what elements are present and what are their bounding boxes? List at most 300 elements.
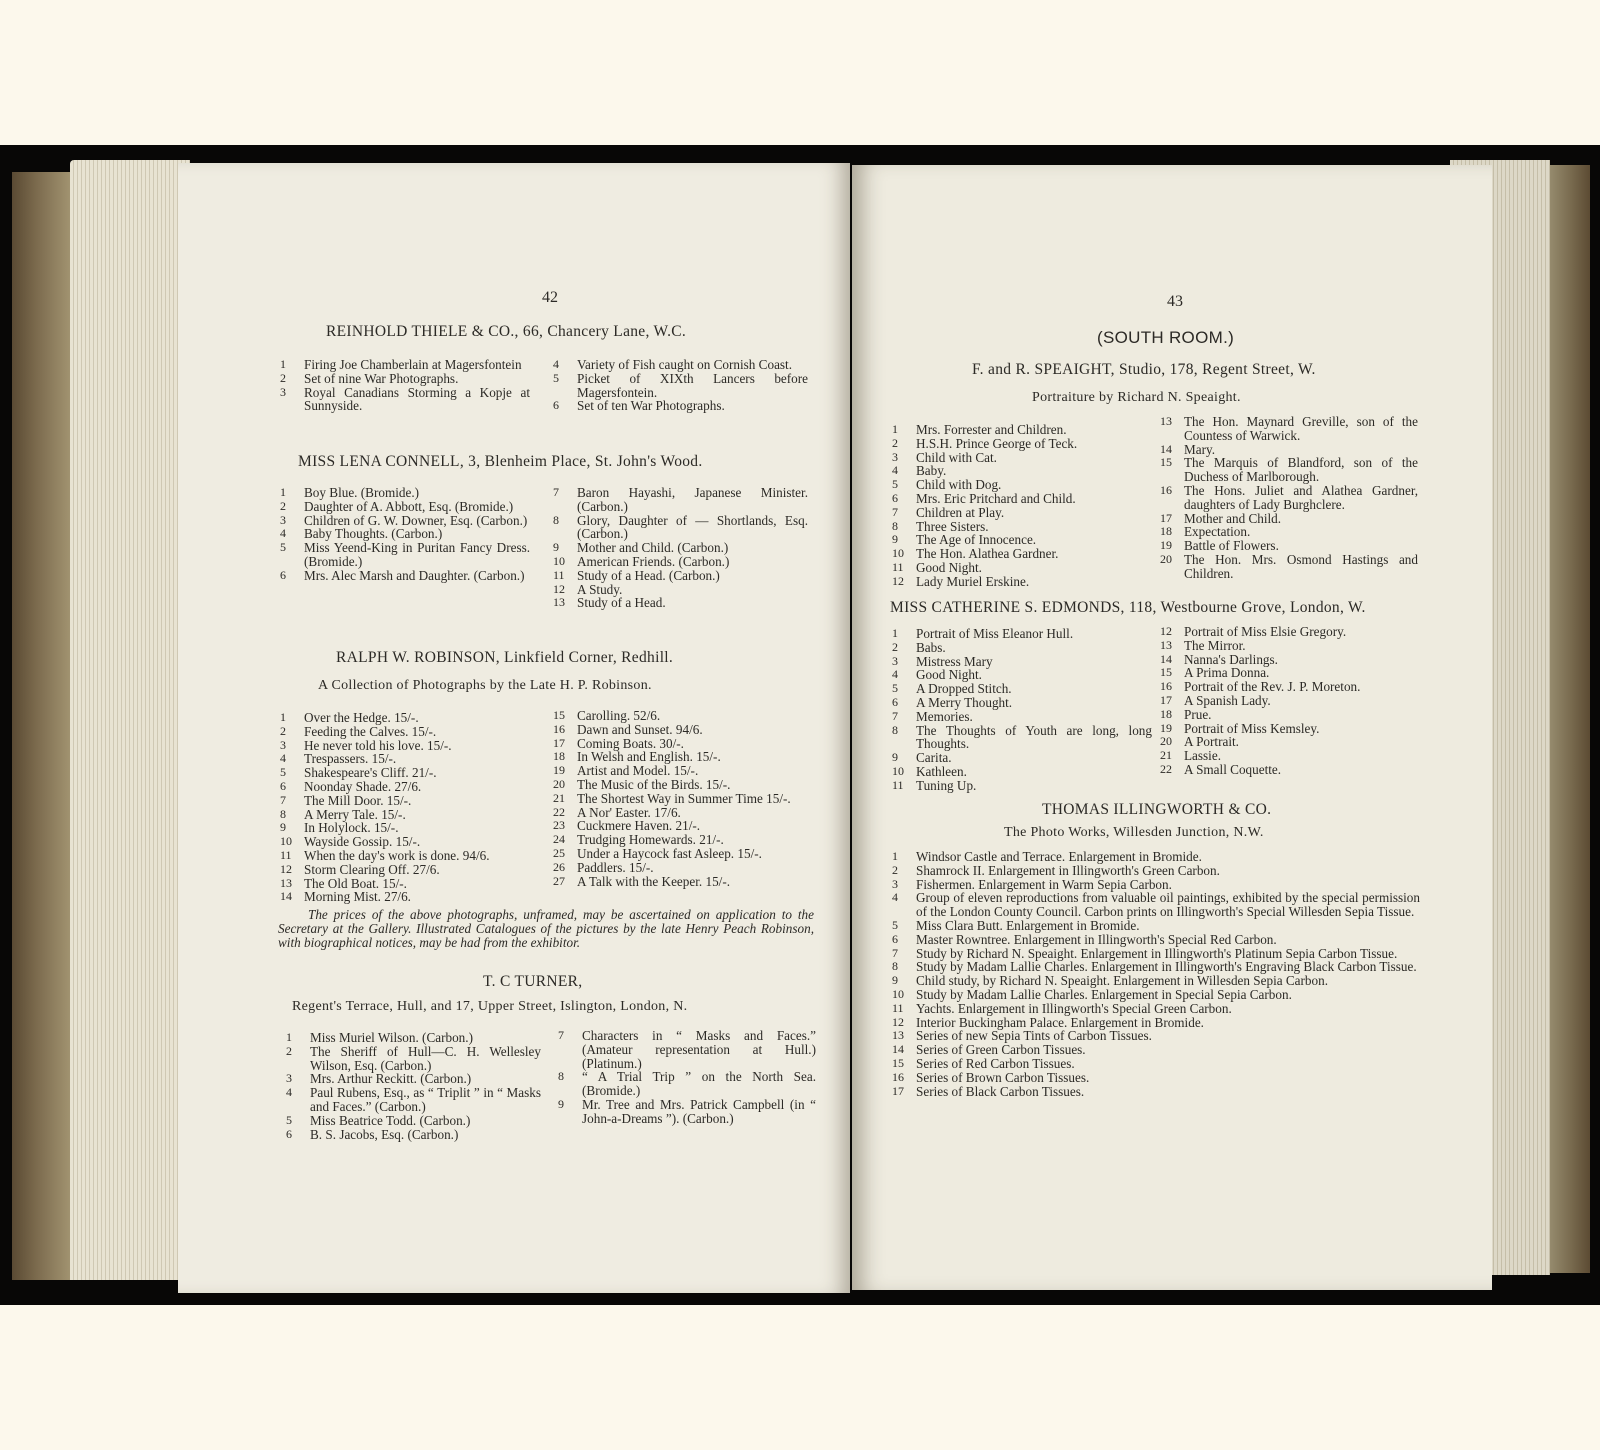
entry-title: Prue. <box>1184 706 1212 722</box>
entry-number: 10 <box>892 986 904 1001</box>
catalogue-entry <box>553 596 808 610</box>
entry-title: Mary. <box>1184 441 1216 457</box>
entry-number: 7 <box>558 1028 564 1042</box>
catalogue-entry <box>553 583 808 597</box>
page-stack-left <box>70 160 190 1280</box>
catalogue-entry <box>280 527 530 541</box>
entry-title: Mr. Tree and Mrs. Patrick Campbell (in “ John-a-Dreams ”). (Carbon.) <box>582 1096 816 1126</box>
entry-number: 3 <box>286 1071 292 1086</box>
entry-number: 3 <box>892 449 898 464</box>
entry-title: Morning Mist. 27/6. <box>304 889 411 905</box>
catalogue-entry <box>280 739 542 753</box>
entry-number: 15 <box>892 1055 904 1070</box>
edmonds-list-col2 <box>1160 625 1418 777</box>
entry-number: 14 <box>892 1042 904 1057</box>
entry-title: Lassie. <box>1184 748 1221 764</box>
entry-title: In Welsh and English. 15/-. <box>577 749 721 765</box>
catalogue-entry <box>892 1043 1420 1057</box>
entry-number: 16 <box>1160 482 1172 497</box>
entry-number: 20 <box>1160 734 1172 749</box>
catalogue-entry <box>558 1098 816 1126</box>
right-page <box>852 165 1492 1290</box>
entry-title: Study of a Head. (Carbon.) <box>577 567 720 583</box>
catalogue-entry <box>892 1071 1420 1085</box>
entry-number: 12 <box>553 581 565 596</box>
entry-number: 16 <box>892 1069 904 1084</box>
speaight-heading: F. and R. SPEAIGHT, Studio, 178, Regent Street, W. <box>972 361 1316 378</box>
turner-heading: T. C TURNER, <box>483 973 583 990</box>
entry-title: Carita. <box>916 750 952 766</box>
entry-title: Dawn and Sunset. 94/6. <box>577 721 703 737</box>
entry-title: Shakespeare's Cliff. 21/-. <box>304 765 437 781</box>
entry-title: Feeding the Calves. 15/-. <box>304 723 437 739</box>
entry-title: Babs. <box>916 639 946 655</box>
catalogue-entry <box>280 794 542 808</box>
catalogue-entry <box>286 1128 541 1142</box>
catalogue-entry <box>892 575 1152 589</box>
catalogue-entry <box>1160 525 1418 539</box>
catalogue-entry <box>892 1057 1420 1071</box>
catalogue-entry <box>553 358 808 372</box>
entry-title: The Thoughts of Youth are long, long Thoughts. <box>916 722 1152 752</box>
entry-title: A Prima Donna. <box>1184 665 1270 681</box>
entry-title: Mrs. Arthur Reckitt. (Carbon.) <box>310 1071 472 1087</box>
entry-title: The Old Boat. 15/-. <box>304 875 407 891</box>
entry-number: 8 <box>892 518 898 533</box>
catalogue-entry <box>1160 415 1418 443</box>
catalogue-entry <box>892 464 1152 478</box>
entry-title: Under a Haycock fast Asleep. 15/-. <box>577 845 762 861</box>
catalogue-entry <box>892 850 1420 864</box>
entry-number: 2 <box>892 435 898 450</box>
entry-number: 24 <box>553 832 565 847</box>
entry-title: A Study. <box>577 581 623 597</box>
entry-number: 15 <box>1160 665 1172 680</box>
catalogue-entry <box>553 555 808 569</box>
speaight-list-col2 <box>1160 415 1418 581</box>
entry-number: 1 <box>892 849 898 863</box>
entry-number: 1 <box>892 422 898 436</box>
entry-number: 4 <box>286 1085 292 1100</box>
catalogue-entry <box>1160 456 1418 484</box>
entry-number: 9 <box>892 973 898 988</box>
catalogue-entry <box>892 933 1420 947</box>
catalogue-entry <box>892 1085 1420 1099</box>
catalogue-entry <box>1160 443 1418 457</box>
catalogue-entry <box>892 1002 1420 1016</box>
entry-title: Portrait of Miss Eleanor Hull. <box>916 626 1074 641</box>
entry-number: 4 <box>892 667 898 682</box>
catalogue-entry <box>280 569 530 583</box>
catalogue-entry <box>286 1031 541 1045</box>
entry-number: 9 <box>892 532 898 547</box>
robinson-list-col1 <box>280 711 542 904</box>
entry-number: 13 <box>892 1028 904 1043</box>
entry-number: 13 <box>553 595 565 610</box>
entry-title: Windsor Castle and Terrace. Enlargement in Bromide. <box>916 849 1202 864</box>
entry-number: 13 <box>1160 637 1172 652</box>
edmonds-heading: MISS CATHERINE S. EDMONDS, 118, Westbourne Grove, London, W. <box>890 599 1366 616</box>
entry-number: 21 <box>1160 748 1172 763</box>
entry-title: Group of eleven reproductions from valuable oil paintings, exhibited by the special permission of the London County Council. Carbon prints on Illingworth's Special Willesden Sepia Tissue. <box>916 890 1420 920</box>
catalogue-entry <box>553 875 815 889</box>
entry-number: 3 <box>280 512 286 527</box>
catalogue-entry <box>553 514 808 542</box>
entry-title: Mistress Mary <box>916 653 993 669</box>
connell-list-col2 <box>553 486 808 610</box>
entry-number: 6 <box>892 694 898 709</box>
entry-number: 1 <box>286 1030 292 1044</box>
catalogue-entry <box>892 696 1152 710</box>
entry-title: Paul Rubens, Esq., as “ Triplit ” in “ Masks and Faces.” (Carbon.) <box>310 1085 541 1114</box>
catalogue-entry <box>280 486 530 500</box>
entry-title: Mrs. Eric Pritchard and Child. <box>916 490 1076 506</box>
entry-title: Baby. <box>916 463 947 479</box>
entry-number: 9 <box>892 750 898 765</box>
entry-title: Fishermen. Enlargement in Warm Sepia Carbon. <box>916 876 1172 892</box>
entry-title: Tuning Up. <box>916 777 977 793</box>
catalogue-entry <box>892 779 1152 793</box>
entry-title: A Nor' Easter. 17/6. <box>577 804 681 820</box>
entry-title: Child with Dog. <box>916 477 1002 493</box>
entry-number: 2 <box>280 370 286 385</box>
entry-title: The Hon. Maynard Greville, son of the Countess of Warwick. <box>1184 414 1418 443</box>
entry-title: The Hons. Juliet and Alathea Gardner, daughters of Lady Burghclere. <box>1184 482 1418 512</box>
entry-number: 3 <box>280 384 286 399</box>
entry-number: 12 <box>280 861 292 876</box>
catalogue-entry <box>1160 694 1418 708</box>
catalogue-entry <box>892 655 1152 669</box>
catalogue-entry <box>280 863 542 877</box>
entry-title: H.S.H. Prince George of Teck. <box>916 435 1078 451</box>
catalogue-entry <box>892 423 1152 437</box>
catalogue-entry <box>280 808 542 822</box>
entry-title: Variety of Fish caught on Cornish Coast. <box>577 357 793 372</box>
catalogue-entry <box>892 478 1152 492</box>
entry-title: Lady Muriel Erskine. <box>916 573 1030 589</box>
catalogue-entry <box>892 864 1420 878</box>
catalogue-entry <box>280 752 542 766</box>
entry-title: Miss Beatrice Todd. (Carbon.) <box>310 1112 471 1128</box>
entry-title: Miss Muriel Wilson. (Carbon.) <box>310 1030 473 1045</box>
catalogue-entry <box>1160 666 1418 680</box>
catalogue-entry <box>892 988 1420 1002</box>
robinson-heading: RALPH W. ROBINSON, Linkfield Corner, Redhill. <box>336 649 674 666</box>
entry-number: 7 <box>280 792 286 807</box>
entry-number: 10 <box>892 546 904 561</box>
illingworth-heading: THOMAS ILLINGWORTH & CO. <box>1042 801 1272 818</box>
entry-number: 7 <box>553 485 559 499</box>
entry-title: Storm Clearing Off. 27/6. <box>304 861 440 877</box>
entry-number: 9 <box>558 1096 564 1111</box>
catalogue-entry <box>892 437 1152 451</box>
entry-number: 18 <box>1160 524 1172 539</box>
catalogue-entry <box>280 821 542 835</box>
entry-number: 10 <box>280 834 292 849</box>
entry-title: A Small Coquette. <box>1184 761 1282 777</box>
catalogue-entry <box>892 627 1152 641</box>
entry-title: Good Night. <box>916 559 982 575</box>
entry-title: Picket of XIXth Lancers before Magersfontein. <box>577 370 808 400</box>
catalogue-entry <box>553 399 808 413</box>
entry-title: The Hon. Alathea Gardner. <box>916 546 1059 562</box>
catalogue-entry <box>280 849 542 863</box>
catalogue-entry <box>892 492 1152 506</box>
entry-number: 5 <box>553 370 559 385</box>
entry-number: 17 <box>553 735 565 750</box>
catalogue-entry <box>892 561 1152 575</box>
entry-number: 5 <box>286 1112 292 1127</box>
entry-title: Mrs. Forrester and Children. <box>916 422 1067 437</box>
entry-number: 6 <box>892 490 898 505</box>
entry-number: 19 <box>1160 538 1172 553</box>
entry-title: Noonday Shade. 27/6. <box>304 778 422 794</box>
entry-title: The Marquis of Blandford, son of the Duchess of Marlborough. <box>1184 455 1418 485</box>
left-page <box>178 163 850 1293</box>
entry-number: 6 <box>892 931 898 946</box>
catalogue-entry <box>1160 763 1418 777</box>
entry-number: 3 <box>892 653 898 668</box>
catalogue-entry <box>280 725 542 739</box>
entry-number: 7 <box>892 708 898 723</box>
entry-number: 5 <box>892 681 898 696</box>
speaight-list-col1 <box>892 423 1152 589</box>
entry-title: Interior Buckingham Palace. Enlargement in Bromide. <box>916 1014 1204 1030</box>
catalogue-entry <box>553 737 815 751</box>
catalogue-entry <box>553 792 815 806</box>
entry-number: 25 <box>553 845 565 860</box>
entry-number: 17 <box>892 1083 904 1098</box>
entry-number: 18 <box>553 749 565 764</box>
catalogue-entry <box>892 520 1152 534</box>
catalogue-entry <box>892 506 1152 520</box>
catalogue-entry <box>286 1072 541 1086</box>
catalogue-entry <box>1160 484 1418 512</box>
catalogue-entry <box>892 533 1152 547</box>
entry-title: The Age of Innocence. <box>916 532 1037 548</box>
entry-title: Portrait of Miss Kemsley. <box>1184 720 1320 736</box>
robinson-list-col2 <box>553 709 815 888</box>
entry-title: Miss Clara Butt. Enlargement in Bromide. <box>916 917 1140 933</box>
catalogue-entry <box>1160 639 1418 653</box>
book-cover-edge-left <box>12 172 72 1280</box>
entry-title: Battle of Flowers. <box>1184 538 1279 554</box>
catalogue-entry <box>892 668 1152 682</box>
entry-number: 10 <box>553 553 565 568</box>
entry-title: In Holylock. 15/-. <box>304 820 399 836</box>
catalogue-entry <box>280 358 530 372</box>
thiele-list-col1 <box>280 358 530 413</box>
catalogue-entry <box>553 486 808 514</box>
entry-title: Royal Canadians Storming a Kopje at Sunnyside. <box>304 384 530 414</box>
catalogue-entry <box>280 890 542 904</box>
catalogue-entry <box>553 569 808 583</box>
entry-title: Set of ten War Photographs. <box>577 398 725 414</box>
catalogue-entry <box>1160 512 1418 526</box>
catalogue-entry <box>1160 708 1418 722</box>
entry-title: The Hon. Mrs. Osmond Hastings and Children. <box>1184 551 1418 581</box>
catalogue-entry <box>280 711 542 725</box>
catalogue-entry <box>553 723 815 737</box>
catalogue-entry <box>553 778 815 792</box>
entry-title: American Friends. (Carbon.) <box>577 553 730 569</box>
catalogue-entry <box>892 947 1420 961</box>
entry-title: Mrs. Alec Marsh and Daughter. (Carbon.) <box>304 567 525 583</box>
catalogue-entry <box>892 1029 1420 1043</box>
entry-number: 27 <box>553 873 565 888</box>
catalogue-entry <box>558 1070 816 1098</box>
entry-number: 12 <box>892 1014 904 1029</box>
entry-number: 8 <box>558 1069 564 1084</box>
entry-number: 6 <box>286 1126 292 1141</box>
entry-number: 21 <box>553 790 565 805</box>
entry-title: The Sheriff of Hull—C. H. Wellesley Wilson, Esq. (Carbon.) <box>310 1043 541 1073</box>
entry-number: 12 <box>1160 624 1172 638</box>
robinson-subheading: A Collection of Photographs by the Late H. P. Robinson. <box>318 678 652 693</box>
turner-subheading: Regent's Terrace, Hull, and 17, Upper Street, Islington, London, N. <box>292 999 688 1014</box>
room-title: (SOUTH ROOM.) <box>1097 328 1235 347</box>
entry-number: 23 <box>553 818 565 833</box>
entry-number: 11 <box>892 1000 904 1015</box>
entry-title: Glory, Daughter of — Shortlands, Esq. (Carbon.) <box>577 512 808 542</box>
entry-title: The Mirror. <box>1184 637 1246 653</box>
entry-number: 4 <box>280 526 286 541</box>
entry-number: 6 <box>280 778 286 793</box>
catalogue-entry <box>280 766 542 780</box>
catalogue-entry <box>286 1045 541 1073</box>
entry-title: Child study, by Richard N. Speaight. Enlargement in Willesden Sepia Carbon. <box>916 973 1329 989</box>
catalogue-entry <box>553 764 815 778</box>
catalogue-entry <box>892 960 1420 974</box>
entry-number: 4 <box>892 890 898 905</box>
robinson-note: The prices of the above photographs, unframed, may be ascertained on application to the Secretary at the Gallery. Illustrated Catalogues of the pictures by the late Henry Peach Robinson, with biographical notices, may be had from the exhibitor. <box>278 907 814 950</box>
catalogue-entry <box>892 974 1420 988</box>
entry-title: Series of Green Carbon Tissues. <box>916 1042 1086 1058</box>
speaight-subheading: Portraiture by Richard N. Speaight. <box>1032 390 1241 405</box>
catalogue-entry <box>280 372 530 386</box>
catalogue-entry <box>1160 680 1418 694</box>
entry-title: He never told his love. 15/-. <box>304 737 452 753</box>
turner-list-col2 <box>558 1029 816 1126</box>
entry-title: Nanna's Darlings. <box>1184 651 1278 667</box>
entry-title: Set of nine War Photographs. <box>304 370 459 386</box>
entry-title: The Shortest Way in Summer Time 15/-. <box>577 790 791 806</box>
entry-title: Children of G. W. Downer, Esq. (Carbon.) <box>304 512 528 528</box>
catalogue-entry <box>553 847 815 861</box>
catalogue-entry <box>553 372 808 400</box>
catalogue-entry <box>553 750 815 764</box>
entry-title: A Portrait. <box>1184 734 1239 750</box>
entry-title: Firing Joe Chamberlain at Magersfontein <box>304 357 522 372</box>
entry-title: B. S. Jacobs, Esq. (Carbon.) <box>310 1126 459 1142</box>
catalogue-entry <box>892 451 1152 465</box>
entry-number: 4 <box>280 751 286 766</box>
catalogue-entry <box>892 724 1152 752</box>
entry-title: Memories. <box>916 708 973 724</box>
catalogue-entry <box>892 641 1152 655</box>
turner-list-col1 <box>286 1031 541 1141</box>
entry-title: Paddlers. 15/-. <box>577 859 654 875</box>
catalogue-entry <box>892 878 1420 892</box>
entry-title: Wayside Gossip. 15/-. <box>304 834 421 850</box>
catalogue-entry <box>280 500 530 514</box>
entry-number: 2 <box>892 639 898 654</box>
entry-number: 2 <box>892 862 898 877</box>
edmonds-list-col1 <box>892 627 1152 793</box>
entry-title: Yachts. Enlargement in Illingworth's Special Green Carbon. <box>916 1000 1232 1016</box>
entry-title: A Talk with the Keeper. 15/-. <box>577 873 731 889</box>
catalogue-entry <box>280 780 542 794</box>
entry-number: 19 <box>553 763 565 778</box>
entry-title: Mother and Child. <box>1184 510 1282 526</box>
entry-number: 11 <box>892 777 904 792</box>
catalogue-entry <box>280 877 542 891</box>
entry-title: Series of Brown Carbon Tissues. <box>916 1069 1090 1085</box>
entry-title: Daughter of A. Abbott, Esq. (Bromide.) <box>304 498 514 514</box>
entry-number: 11 <box>892 559 904 574</box>
entry-title: Coming Boats. 30/-. <box>577 735 684 751</box>
connell-list-col1 <box>280 486 530 583</box>
entry-number: 1 <box>280 357 286 371</box>
catalogue-entry <box>1160 625 1418 639</box>
entry-number: 8 <box>892 722 898 737</box>
catalogue-entry <box>892 547 1152 561</box>
catalogue-entry <box>892 682 1152 696</box>
entry-title: Carolling. 52/6. <box>577 708 661 723</box>
entry-title: Study by Madam Lallie Charles. Enlargement in Illingworth's Engraving Black Carbon Tissue. <box>916 959 1417 975</box>
catalogue-entry <box>1160 539 1418 553</box>
entry-title: “ A Trial Trip ” on the North Sea. (Bromide.) <box>582 1069 816 1099</box>
entry-number: 8 <box>892 959 898 974</box>
entry-number: 14 <box>280 889 292 904</box>
entry-number: 20 <box>553 776 565 791</box>
entry-title: Study of a Head. <box>577 595 666 611</box>
entry-title: A Merry Thought. <box>916 694 1013 710</box>
catalogue-entry <box>892 710 1152 724</box>
entry-title: When the day's work is done. 94/6. <box>304 847 490 863</box>
entry-number: 11 <box>280 847 292 862</box>
entry-number: 26 <box>553 859 565 874</box>
catalogue-entry <box>892 891 1420 919</box>
entry-number: 10 <box>892 763 904 778</box>
entry-title: Cuckmere Haven. 21/-. <box>577 818 701 834</box>
entry-title: Child with Cat. <box>916 449 997 465</box>
entry-number: 8 <box>553 512 559 527</box>
connell-heading: MISS LENA CONNELL, 3, Blenheim Place, St. John's Wood. <box>298 453 703 470</box>
entry-title: Artist and Model. 15/-. <box>577 763 699 779</box>
entry-number: 14 <box>1160 441 1172 456</box>
entry-title: Study by Madam Lallie Charles. Enlargement in Special Sepia Carbon. <box>916 986 1292 1002</box>
entry-number: 3 <box>280 737 286 752</box>
entry-number: 20 <box>1160 551 1172 566</box>
catalogue-entry <box>286 1114 541 1128</box>
entry-title: Three Sisters. <box>916 518 989 534</box>
catalogue-entry <box>553 861 815 875</box>
page-number: 43 <box>1167 293 1183 310</box>
entry-title: Children at Play. <box>916 504 1005 520</box>
entry-title: A Dropped Stitch. <box>916 681 1012 697</box>
entry-title: Shamrock II. Enlargement in Illingworth's Green Carbon. <box>916 862 1220 878</box>
entry-number: 9 <box>553 540 559 555</box>
catalogue-entry <box>280 514 530 528</box>
entry-title: Over the Hedge. 15/-. <box>304 710 419 725</box>
entry-number: 15 <box>1160 455 1172 470</box>
entry-number: 22 <box>553 804 565 819</box>
catalogue-entry <box>286 1086 541 1114</box>
entry-number: 5 <box>892 917 898 932</box>
entry-title: Trudging Homewards. 21/-. <box>577 832 724 848</box>
entry-title: Master Rowntree. Enlargement in Illingworth's Special Red Carbon. <box>916 931 1277 947</box>
